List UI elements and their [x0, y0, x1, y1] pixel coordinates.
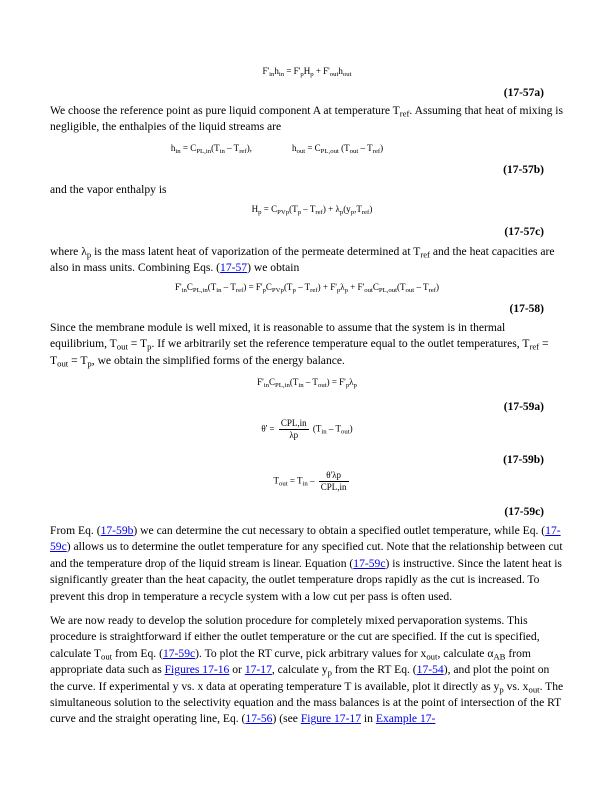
paragraph-reference-point: We choose the reference point as pure liquid component A at temperature $T_{ref}$. Assuming that heat of mixing is negligible, the enthalpies of the liquid streams are: [50, 104, 564, 134]
equation-17-59a: $F'_{in}C_{PL,in}(T_{in} - T_{out}) = F'_p\lambda_p$: [257, 377, 357, 390]
equation-number: (17-57a): [503, 87, 544, 99]
equation-17-57c: $H_p = C_{PVp}(T_p - T_{ref}) + \lambda_p(y_p,T_{ref})$: [251, 204, 373, 217]
fraction-numerator: θ'λp: [319, 470, 349, 482]
equation-17-57b: $h_{in} = C_{PL,in}(T_{in} - T_{ref})$, $h_{out} = C_{PL,out}$ $(T_{out} - T_{ref})$: [170, 143, 384, 156]
link-eq-17-56[interactable]: 17-56: [245, 712, 273, 726]
equation-number: (17-59b): [503, 454, 544, 466]
paragraph-thermal-equilibrium: Since the membrane module is well mixed, it is reasonable to assume that the system is in thermal equilibrium, $T_{out} = T_p$. If we arbitrarily set the reference temperature equal to the outlet temperatures, $T_{ref} = T_{out} = T_p$, we obtain the simplified forms of the energy balance.: [50, 321, 549, 369]
link-example-17[interactable]: Example 17-: [375, 712, 436, 726]
paragraph-latent-heat: where $\lambda_p$ is the mass latent heat of vaporization of the permeate determined at $T_{ref}$ and the heat capacities are also in mass units. Combining Eqs. (17-57) we obtain: [50, 245, 555, 275]
fraction-denominator: CPL,in: [320, 482, 347, 492]
link-eq-17-59c[interactable]: 17-59c: [50, 524, 561, 554]
equation-number: (17-57c): [504, 226, 544, 238]
link-figure-17-17[interactable]: 17-17: [244, 663, 272, 677]
equation-number: (17-58): [509, 303, 544, 315]
equation-17-58: $F'_{in}C_{PL,in}(T_{in} - T_{ref}) = F'_pC_{PVp}(T_p - T_{ref}) + F'_p\lambda_p + F'_{out}C_{PL,out}(T_{out} - T_{ref})$: [174, 282, 440, 295]
paragraph-vapor-enthalpy: and the vapor enthalpy is: [50, 183, 167, 196]
equation-17-57a: $F'_{in}h_{in} = F'_pH_p + F'_{out}h_{out}$: [262, 66, 352, 79]
link-eq-17-59c[interactable]: 17-59c: [162, 646, 196, 660]
link-eq-17-59c[interactable]: 17-59c: [353, 556, 386, 570]
equation-number: (17-59c): [504, 506, 544, 518]
fraction-numerator: CPL,in: [280, 418, 307, 428]
link-eq-17-57[interactable]: 17-57: [220, 261, 248, 275]
link-eq-17-54[interactable]: 17-54: [416, 663, 444, 677]
link-figure-17-16[interactable]: Figures 17-16: [164, 663, 230, 677]
equation-number: (17-57b): [503, 164, 544, 176]
paragraph-cut-temperature: From Eq. (17-59b) we can determine the cut necessary to obtain a specified outlet temperature, while Eq. (17-59c) allows us to determine the outlet temperature for any specified cut. Note that the relationship between cut and the temperature drop of the liquid stream is linear. Equation (17-59c) is instructive. Since the latent heat is significantly greater than the heat capacity, the outlet temperature drops rapidly as the cut is increased. To prevent this drop in temperature a recycle system with a low cut per pass is often used.: [50, 524, 563, 603]
link-eq-17-59b[interactable]: 17-59b: [100, 524, 134, 537]
fraction-denominator: λp: [289, 430, 299, 440]
paragraph-solution-procedure: We are now ready to develop the solution procedure for completely mixed pervaporation systems. This procedure is straightforward if either the outlet temperature or the cut are specified. If the cut is specified, calculate $T_{out}$ from Eq. (17-59c). To plot the RT curve, pick arbitrary values for $x_{out}$, calculate $\alpha_{AB}$ from appropriate data such as Figures 17-16 or 17-17, calculate $y_p$ from the RT Eq. (17-54), and plot the point on the curve. If experimental y vs. x data at operating temperature T is available, plot it directly as $y_p$ vs. $x_{out}$. The simultaneous solution to the selectivity equation and the mass balances is at the point of intersection of the RT curve and the straight operating line, Eq. (17-56) (see Figure 17-17 in Example 17-: [50, 614, 564, 726]
equation-number: (17-59a): [503, 401, 544, 413]
equation-17-59b: θ' = $\frac{\text{CPL,in}}{\lambda p}$ $(T_{in} - T_{out})$: [261, 418, 353, 440]
link-figure-17-17[interactable]: Figure 17-17: [300, 712, 362, 726]
equation-17-59c: $T_{out} = T_{in}$ – $\frac{\theta'\lambda p}{\text{CPL,in}}$: [273, 470, 347, 492]
